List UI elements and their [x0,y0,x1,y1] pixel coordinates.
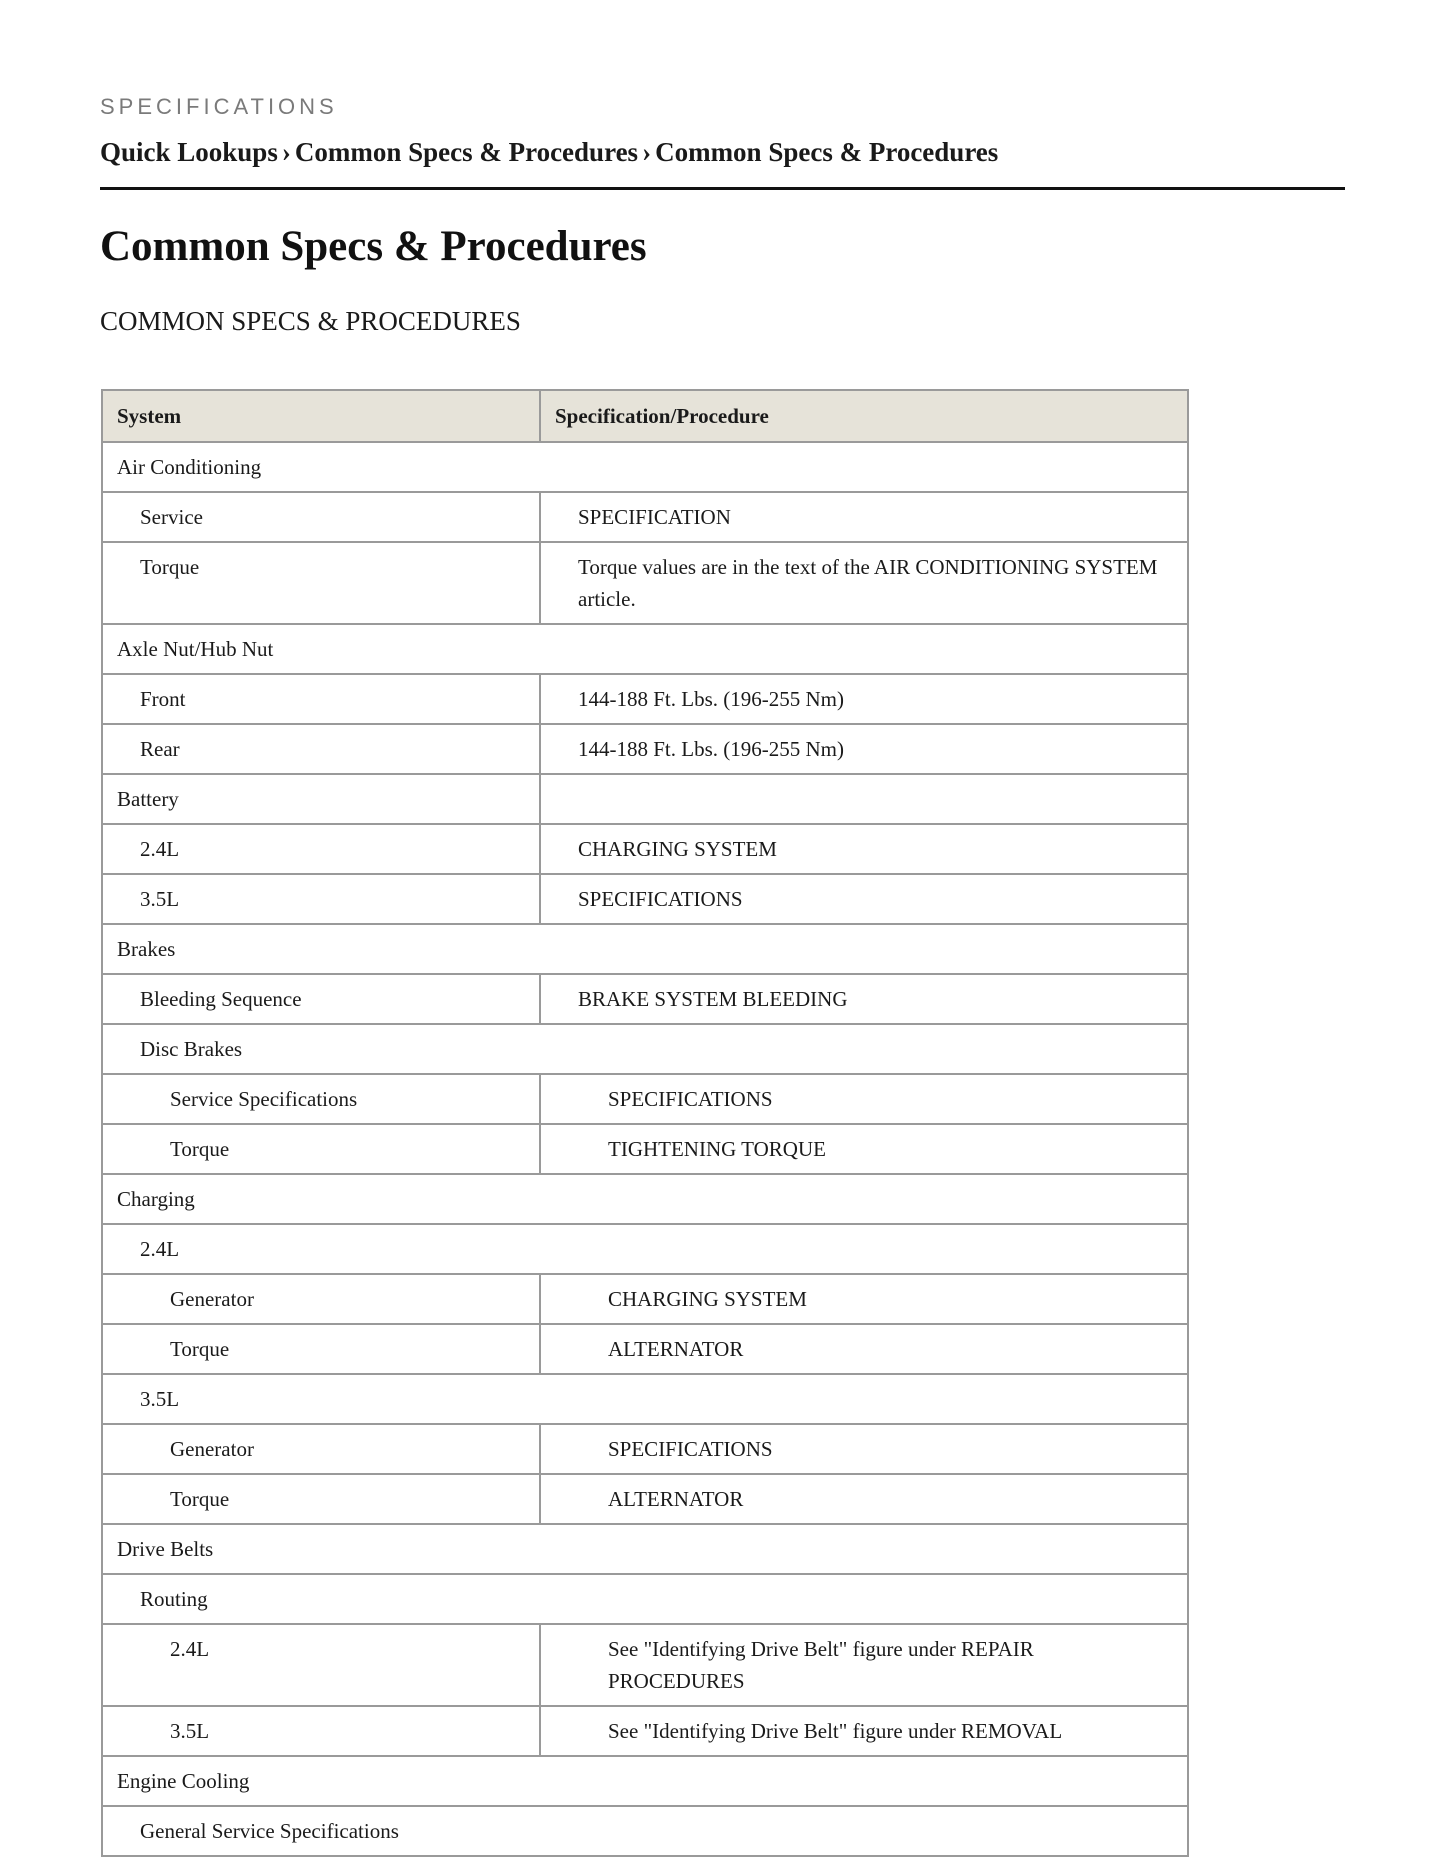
table-row [102,1806,1188,1856]
column-header-system: System [102,390,540,442]
system-cell: Generator [102,1424,540,1474]
table-body [102,442,1188,1856]
table-row [102,974,1188,1024]
system-cell: 2.4L [102,1224,1188,1274]
page-title: Common Specs & Procedures [100,223,647,270]
system-cell: Torque [102,1124,540,1174]
spec-cell[interactable]: ALTERNATOR [540,1324,1188,1374]
spec-cell[interactable]: SPECIFICATIONS [540,1074,1188,1124]
breadcrumb-item-current: Common Specs & Procedures [655,137,999,167]
system-cell: 3.5L [102,1374,1188,1424]
spec-cell: See "Identifying Drive Belt" figure under REPAIR PROCEDURES [540,1624,1188,1706]
table-row [102,1624,1188,1706]
breadcrumb-separator: › [281,137,291,167]
system-cell: Rear [102,724,540,774]
breadcrumb-item-common-specs[interactable]: Common Specs & Procedures [294,137,639,167]
spec-cell[interactable]: TIGHTENING TORQUE [540,1124,1188,1174]
system-cell: Front [102,674,540,724]
table-row [102,1024,1188,1074]
breadcrumb-separator: › [642,137,652,167]
system-cell: 3.5L [102,1706,540,1756]
table-row [102,492,1188,542]
system-cell: Charging [102,1174,1188,1224]
table-row [102,1706,1188,1756]
system-cell: Disc Brakes [102,1024,1188,1074]
spec-cell[interactable]: SPECIFICATIONS [540,1424,1188,1474]
system-cell: Torque [102,1474,540,1524]
system-cell: Bleeding Sequence [102,974,540,1024]
specs-table [101,389,1189,1857]
system-cell: Torque [102,1324,540,1374]
table-row [102,1574,1188,1624]
table-row [102,1174,1188,1224]
system-cell: Battery [102,774,540,824]
spec-cell: Torque values are in the text of the AIR CONDITIONING SYSTEM article. [540,542,1188,624]
system-cell: 2.4L [102,824,540,874]
system-cell: Drive Belts [102,1524,1188,1574]
table-row [102,1474,1188,1524]
table-row [102,1324,1188,1374]
spec-cell: 144-188 Ft. Lbs. (196-255 Nm) [540,674,1188,724]
column-header-spec: Specification/Procedure [540,390,1188,442]
table-row [102,1424,1188,1474]
spec-cell[interactable]: CHARGING SYSTEM [540,824,1188,874]
table-row [102,1224,1188,1274]
table-row [102,1124,1188,1174]
table-row [102,1074,1188,1124]
spec-cell: 144-188 Ft. Lbs. (196-255 Nm) [540,724,1188,774]
section-subtitle: COMMON SPECS & PROCEDURES [100,306,521,336]
system-cell: Axle Nut/Hub Nut [102,624,1188,674]
spec-cell[interactable]: CHARGING SYSTEM [540,1274,1188,1324]
system-cell: Torque [102,542,540,624]
system-cell: Air Conditioning [102,442,1188,492]
system-cell: General Service Specifications [102,1806,1188,1856]
table-row [102,824,1188,874]
header-divider [100,187,1345,190]
table-row [102,442,1188,492]
breadcrumb [100,137,998,168]
table-row [102,1524,1188,1574]
spec-cell[interactable]: SPECIFICATIONS [540,874,1188,924]
system-cell: 2.4L [102,1624,540,1706]
system-cell: Service Specifications [102,1074,540,1124]
system-cell: Routing [102,1574,1188,1624]
table-row [102,674,1188,724]
section-label: SPECIFICATIONS [100,94,338,119]
spec-cell[interactable]: BRAKE SYSTEM BLEEDING [540,974,1188,1024]
spec-cell[interactable]: ALTERNATOR [540,1474,1188,1524]
table-row [102,1274,1188,1324]
system-cell: Generator [102,1274,540,1324]
system-cell: Service [102,492,540,542]
table-row [102,874,1188,924]
system-cell: Brakes [102,924,1188,974]
system-cell: Engine Cooling [102,1756,1188,1806]
table-row [102,624,1188,674]
table-row [102,924,1188,974]
spec-cell[interactable]: SPECIFICATION [540,492,1188,542]
table-row [102,1374,1188,1424]
table-row [102,1756,1188,1806]
table-header-row [102,390,1188,442]
breadcrumb-item-quick-lookups[interactable]: Quick Lookups [100,137,278,167]
table-row [102,774,1188,824]
table-row [102,542,1188,624]
spec-cell [540,774,1188,824]
table-row [102,724,1188,774]
spec-cell: See "Identifying Drive Belt" figure under REMOVAL [540,1706,1188,1756]
system-cell: 3.5L [102,874,540,924]
